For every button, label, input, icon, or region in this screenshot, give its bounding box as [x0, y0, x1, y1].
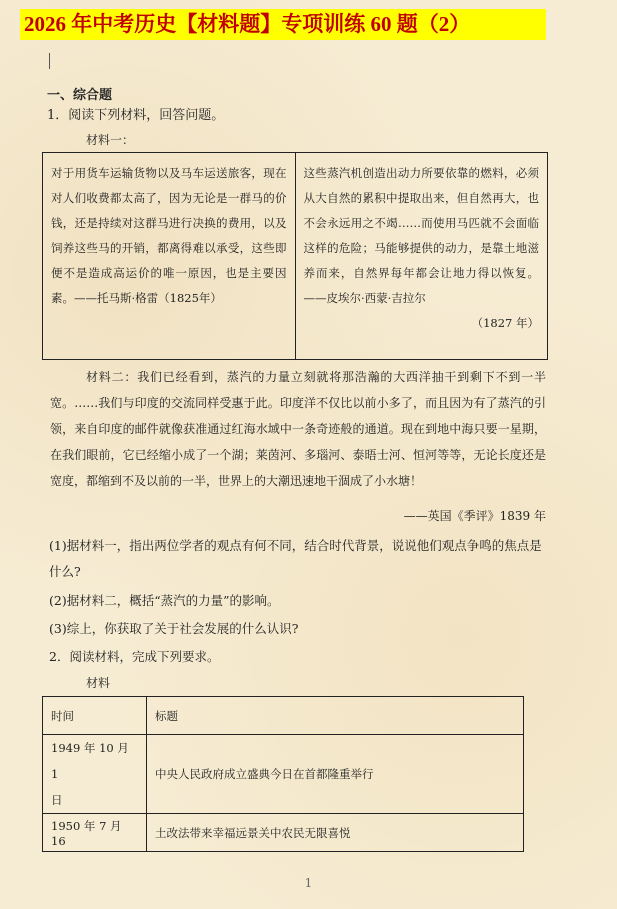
sub-question-3: (3)综上，你获取了关于社会发展的什么认识?	[49, 621, 299, 636]
question-2-table	[42, 696, 524, 852]
page-number: 1	[304, 876, 313, 890]
material-2-paragraph: 材料二：我们已经看到，蒸汽的力量立刻就将那浩瀚的大西洋抽干到剩下不到一半宽。……我们与印度的交流同样受惠于此。印度洋不仅比以前小多了，而且因为有了蒸汽的引领，来自印度的邮件就像获准通过红海水域中一条奇迹般的通道。现在到地中海只要一星期，在我们眼前，它已经缩小成了一个湖；莱茵河、多瑙河、泰晤士河、恒河等等，无论长度还是宽度，都缩到不及以前的一半，世界上的大潮迅速地干涸成了小水塘！	[50, 370, 546, 488]
time-line-2: 日	[51, 793, 63, 807]
material-2-source: ——英国《季评》1839 年	[403, 509, 546, 523]
question-2-prompt: 2．阅读材料，完成下列要求。	[49, 649, 220, 664]
time-line-1: 1949 年 10 月 1	[51, 741, 129, 781]
table-cell-time: 1950 年 7 月 16	[43, 814, 147, 852]
material-1-table	[42, 152, 548, 360]
table-header-time: 时间	[43, 697, 147, 735]
sub-question-1-line-2: 什么?	[49, 564, 81, 579]
table-cell-title: 中央人民政府成立盛典今日在首都隆重举行	[147, 735, 524, 814]
document-title: 2026 年中考历史【材料题】专项训练 60 题（2）	[20, 9, 546, 40]
question-1-prompt: 1．阅读下列材料，回答问题。	[47, 108, 225, 123]
table-cell-time	[43, 735, 147, 814]
table-cell-title: 土改法带来幸福远景关中农民无限喜悦	[147, 814, 524, 852]
question-2-material-label: 材料	[86, 676, 111, 690]
sub-question-2: (2)据材料二，概括“蒸汽的力量”的影响。	[49, 593, 280, 608]
table-row	[43, 814, 524, 852]
material-1-left-cell	[43, 153, 296, 360]
text-cursor	[49, 53, 50, 69]
material-1-right-year: （1827 年）	[471, 316, 539, 330]
section-heading: 一、综合题	[47, 88, 113, 103]
table-row	[43, 735, 524, 814]
table-header-row	[43, 697, 524, 735]
table-header-title: 标题	[147, 697, 524, 735]
sub-question-1-line-1: (1)据材料一，指出两位学者的观点有何不同，结合时代背景，说说他们观点争鸣的焦点是	[49, 538, 542, 553]
material-1-left-text: 对于用货车运输货物以及马车运送旅客，现在对人们收费都太高了，因为无论是一群马的价钱，还是持续对这群马进行决换的费用，以及饲养这些马的开销，都离得难以承受，这些即便不是造成高运价的唯一原因，也是主要因素。——托马斯·格雷（1825年）	[51, 166, 287, 305]
material-1-label: 材料一：	[86, 133, 135, 147]
material-1-right-text: 这些蒸汽机创造出动力所要依靠的燃料，必须从大自然的累积中提取出来，但自然再大，也不会永远用之不竭……而使用马匹就不会面临这样的危险；马能够提供的动力，是靠土地滋养而来，自然界每年都会让地力得以恢复。——皮埃尔·西蒙·吉拉尔	[303, 166, 539, 305]
material-1-right-cell	[295, 153, 548, 360]
